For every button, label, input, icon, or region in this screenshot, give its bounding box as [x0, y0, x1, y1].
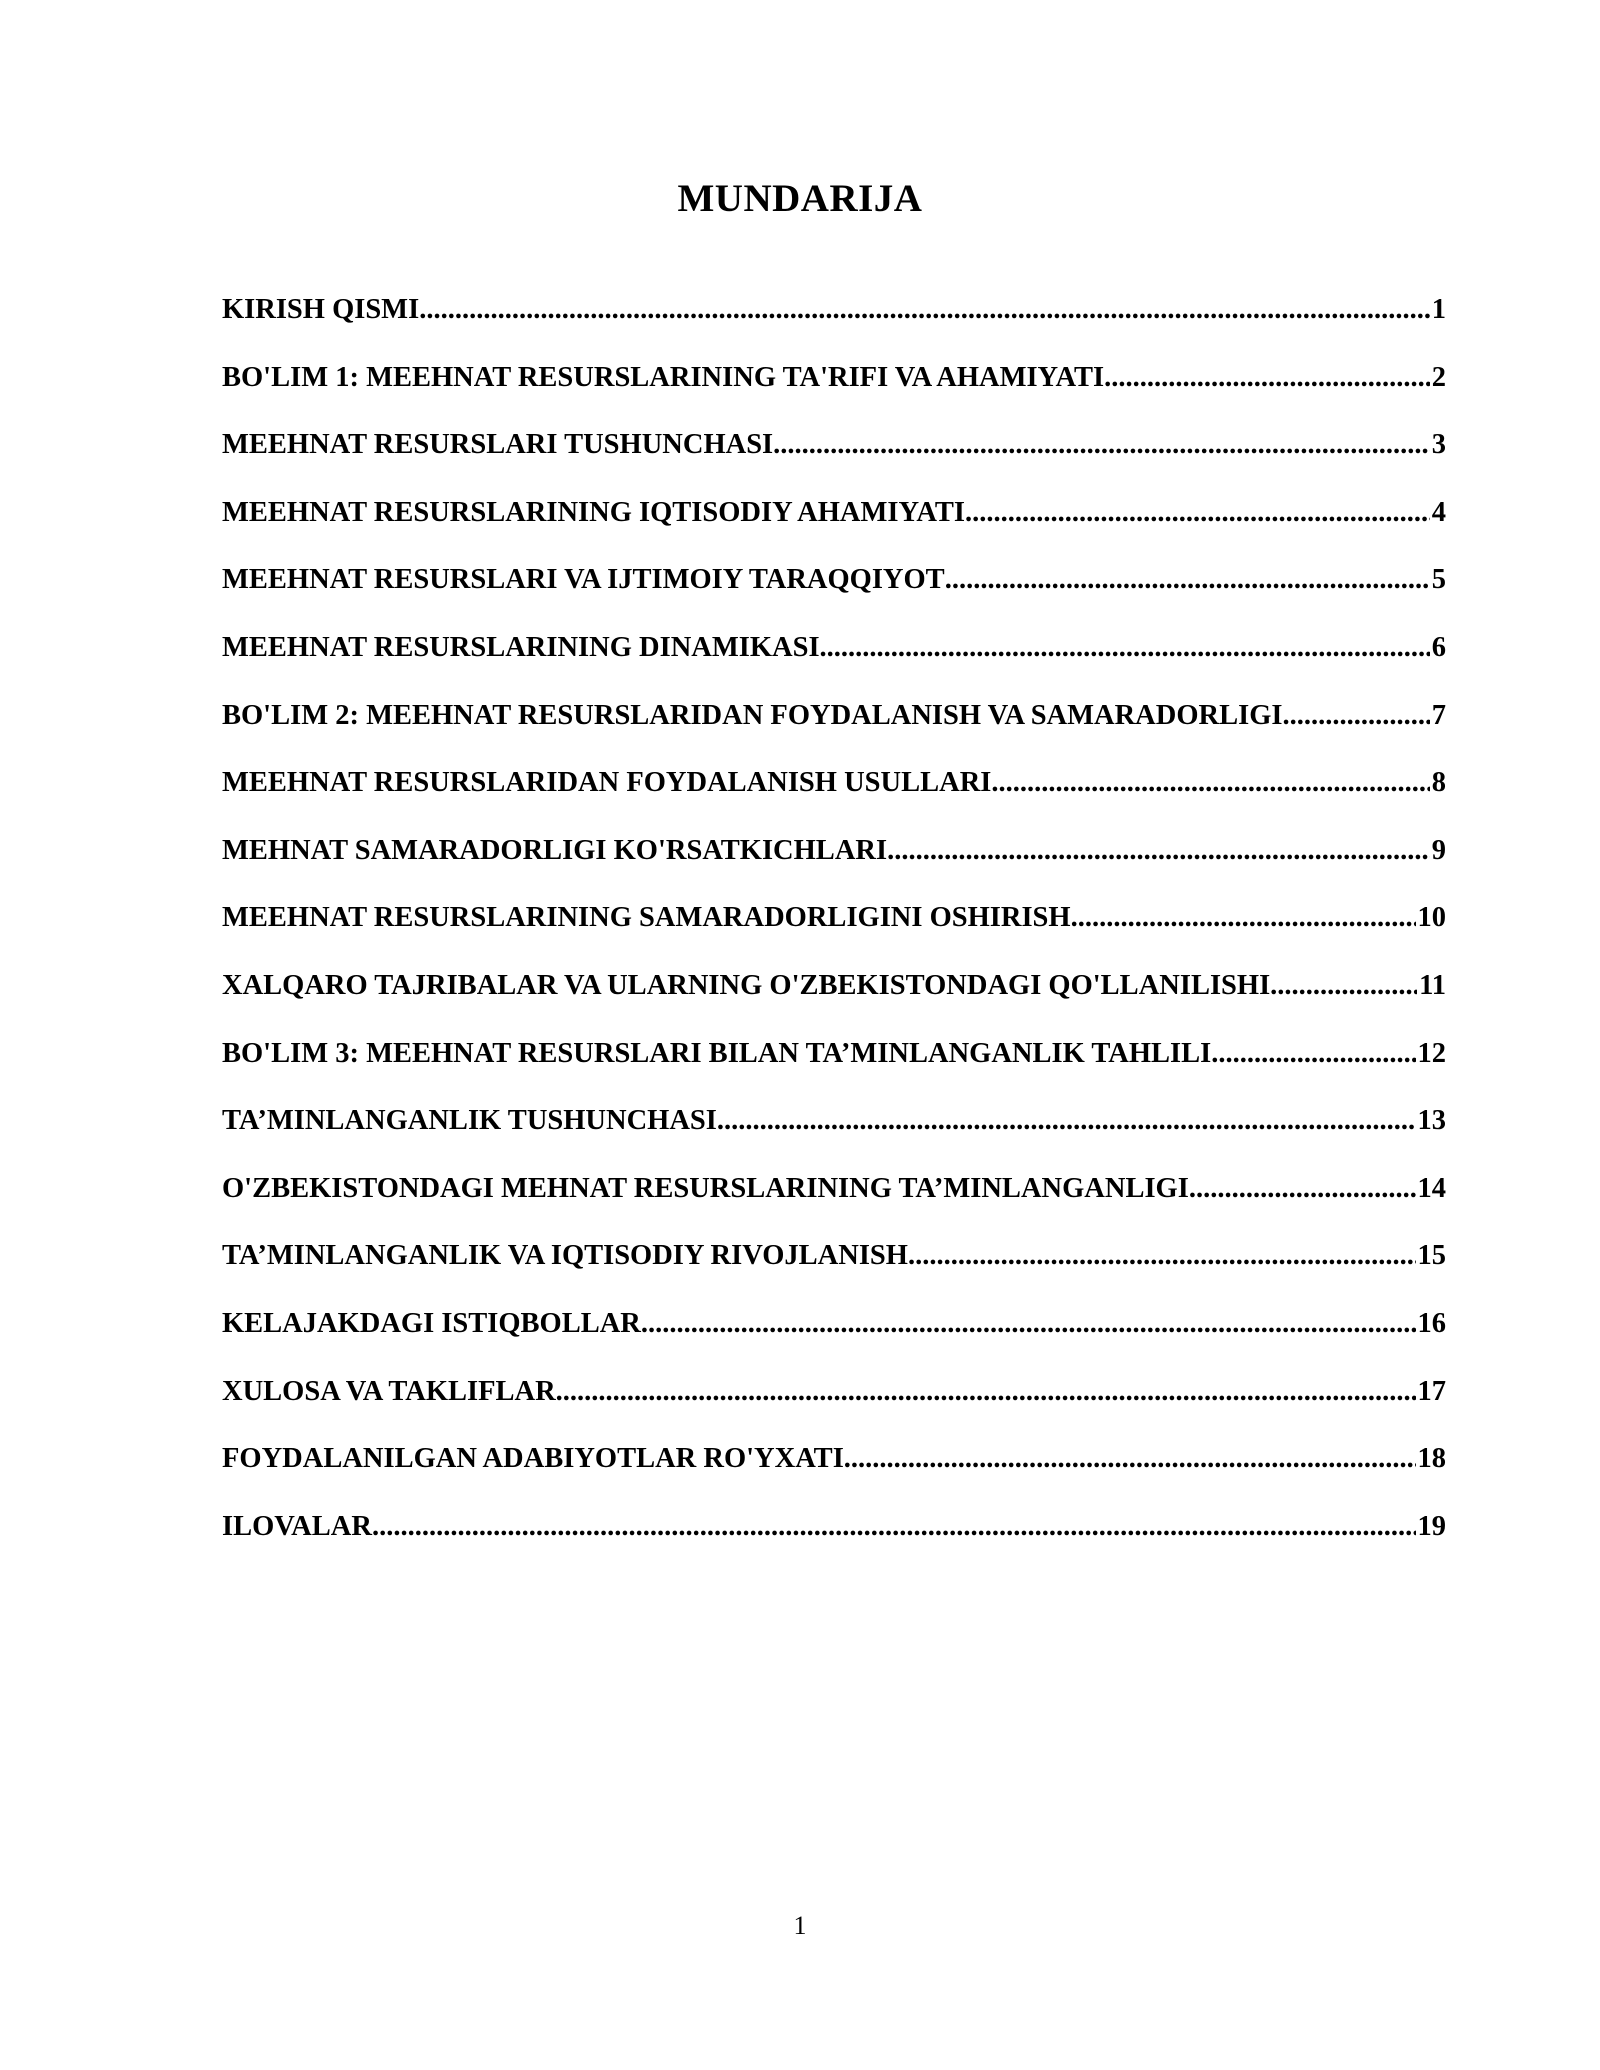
toc-entry-ijtimoiy-taraqqiyot[interactable] — [222, 560, 1446, 628]
toc-entry-title: O'ZBEKISTONDAGI MEHNAT RESURSLARINING TA’MINLANGANLIGI — [222, 1172, 1189, 1204]
toc-entry-page: 16 — [1417, 1307, 1446, 1339]
toc-dot-leader — [1071, 898, 1416, 938]
toc-entry-title: FOYDALANILGAN ADABIYOTLAR RO'YXATI — [222, 1443, 844, 1475]
toc-dot-leader — [908, 1236, 1416, 1276]
toc-entry-title: TA’MINLANGANLIK VA IQTISODIY RIVOJLANISH — [222, 1240, 908, 1272]
toc-entry-title: BO'LIM 3: MEEHNAT RESURSLARI BILAN TA’MINLANGANLIK TAHLILI — [222, 1037, 1212, 1069]
toc-entry-page: 8 — [1431, 767, 1446, 799]
toc-entry-title: MEHNAT SAMARADORLIGI KO'RSATKICHLARI — [222, 834, 888, 866]
toc-entry-title: TA’MINLANGANLIK TUSHUNCHASI — [222, 1105, 717, 1137]
toc-entry-resurslari-tushunchasi[interactable] — [222, 425, 1446, 493]
toc-entry-page: 19 — [1417, 1510, 1446, 1542]
toc-entry-title: KELAJAKDAGI ISTIQBOLLAR — [222, 1307, 641, 1339]
toc-entry-title: XULOSA VA TAKLIFLAR — [222, 1375, 556, 1407]
toc-entry-bolim-1[interactable] — [222, 358, 1446, 426]
toc-entry-bolim-3[interactable] — [222, 1034, 1446, 1102]
toc-entry-title: ILOVALAR — [222, 1510, 372, 1542]
page-title: MUNDARIJA — [677, 177, 923, 221]
toc-entry-page: 14 — [1417, 1172, 1446, 1204]
toc-entry-page: 13 — [1417, 1105, 1446, 1137]
toc-entry-kirish[interactable] — [222, 290, 1446, 358]
toc-entry-ilovalar[interactable] — [222, 1507, 1446, 1575]
toc-dot-leader — [717, 1101, 1416, 1141]
toc-entry-taminlanganlik-tushunchasi[interactable] — [222, 1101, 1446, 1169]
toc-entry-page: 1 — [1431, 294, 1446, 325]
toc-entry-page: 4 — [1431, 496, 1446, 528]
toc-entry-title: BO'LIM 2: MEEHNAT RESURSLARIDAN FOYDALANISH VA SAMARADORLIGI — [222, 699, 1283, 731]
toc-dot-leader — [844, 1439, 1416, 1479]
toc-entry-page: 10 — [1417, 902, 1446, 934]
toc-entry-dinamikasi[interactable] — [222, 628, 1446, 696]
toc-entry-page: 17 — [1417, 1375, 1446, 1407]
toc-entry-title: MEEHNAT RESURSLARINING IQTISODIY AHAMIYATI — [222, 496, 966, 528]
toc-entry-title: MEEHNAT RESURSLARINING SAMARADORLIGINI OSHIRISH — [222, 902, 1071, 934]
toc-dot-leader — [991, 763, 1429, 803]
toc-entry-adabiyotlar[interactable] — [222, 1439, 1446, 1507]
toc-entry-ozbekistondagi-taminlanganligi[interactable] — [222, 1169, 1446, 1237]
toc-entry-title: XALQARO TAJRIBALAR VA ULARNING O'ZBEKISTONDAGI QO'LLANILISHI — [222, 969, 1271, 1001]
toc-dot-leader — [1282, 696, 1429, 736]
toc-entry-page: 9 — [1431, 834, 1446, 866]
toc-entry-page: 18 — [1417, 1443, 1446, 1475]
toc-dot-leader — [945, 560, 1430, 600]
toc-dot-leader — [419, 290, 1430, 330]
toc-dot-leader — [965, 493, 1430, 533]
toc-dot-leader — [1211, 1034, 1415, 1074]
toc-entry-title: BO'LIM 1: MEEHNAT RESURSLARINING TA'RIFI VA AHAMIYATI — [222, 361, 1105, 393]
toc-entry-samaradorligi-korsatkichlari[interactable] — [222, 831, 1446, 899]
toc-dot-leader — [773, 425, 1430, 465]
toc-dot-leader — [820, 628, 1430, 668]
toc-entry-iqtisodiy-rivojlanish[interactable] — [222, 1236, 1446, 1304]
toc-entry-page: 6 — [1431, 631, 1446, 663]
toc-entry-samaradorligini-oshirish[interactable] — [222, 898, 1446, 966]
toc-entry-page: 5 — [1431, 564, 1446, 596]
toc-dot-leader — [372, 1507, 1416, 1547]
toc-dot-leader — [1189, 1169, 1416, 1209]
toc-dot-leader — [1270, 966, 1417, 1006]
toc-entry-page: 2 — [1431, 361, 1446, 393]
toc-dot-leader — [641, 1304, 1416, 1344]
toc-entry-title: MEEHNAT RESURSLARINING DINAMIKASI — [222, 631, 820, 663]
toc-entry-xulosa[interactable] — [222, 1372, 1446, 1440]
toc-entry-page: 12 — [1417, 1037, 1446, 1069]
toc-entry-page: 15 — [1417, 1240, 1446, 1272]
toc-entry-iqtisodiy-ahamiyati[interactable] — [222, 493, 1446, 561]
toc-entry-foydalanish-usullari[interactable] — [222, 763, 1446, 831]
toc-entry-title: MEEHNAT RESURSLARI VA IJTIMOIY TARAQQIYOT — [222, 564, 945, 596]
toc-dot-leader — [887, 831, 1430, 871]
toc-entry-page: 11 — [1419, 969, 1446, 1001]
toc-entry-xalqaro-tajribalar[interactable] — [222, 966, 1446, 1034]
toc-entry-bolim-2[interactable] — [222, 696, 1446, 764]
toc-entry-page: 3 — [1431, 429, 1446, 461]
table-of-contents — [222, 290, 1446, 1574]
toc-entry-title: KIRISH QISMI — [222, 294, 420, 325]
toc-entry-title: MEEHNAT RESURSLARIDAN FOYDALANISH USULLARI — [222, 767, 992, 799]
page-number: 1 — [793, 1911, 807, 1940]
toc-entry-kelajakdagi-istiqbollar[interactable] — [222, 1304, 1446, 1372]
toc-dot-leader — [1104, 358, 1430, 398]
toc-entry-title: MEEHNAT RESURSLARI TUSHUNCHASI — [222, 429, 774, 461]
toc-dot-leader — [556, 1372, 1416, 1412]
toc-entry-page: 7 — [1431, 699, 1446, 731]
